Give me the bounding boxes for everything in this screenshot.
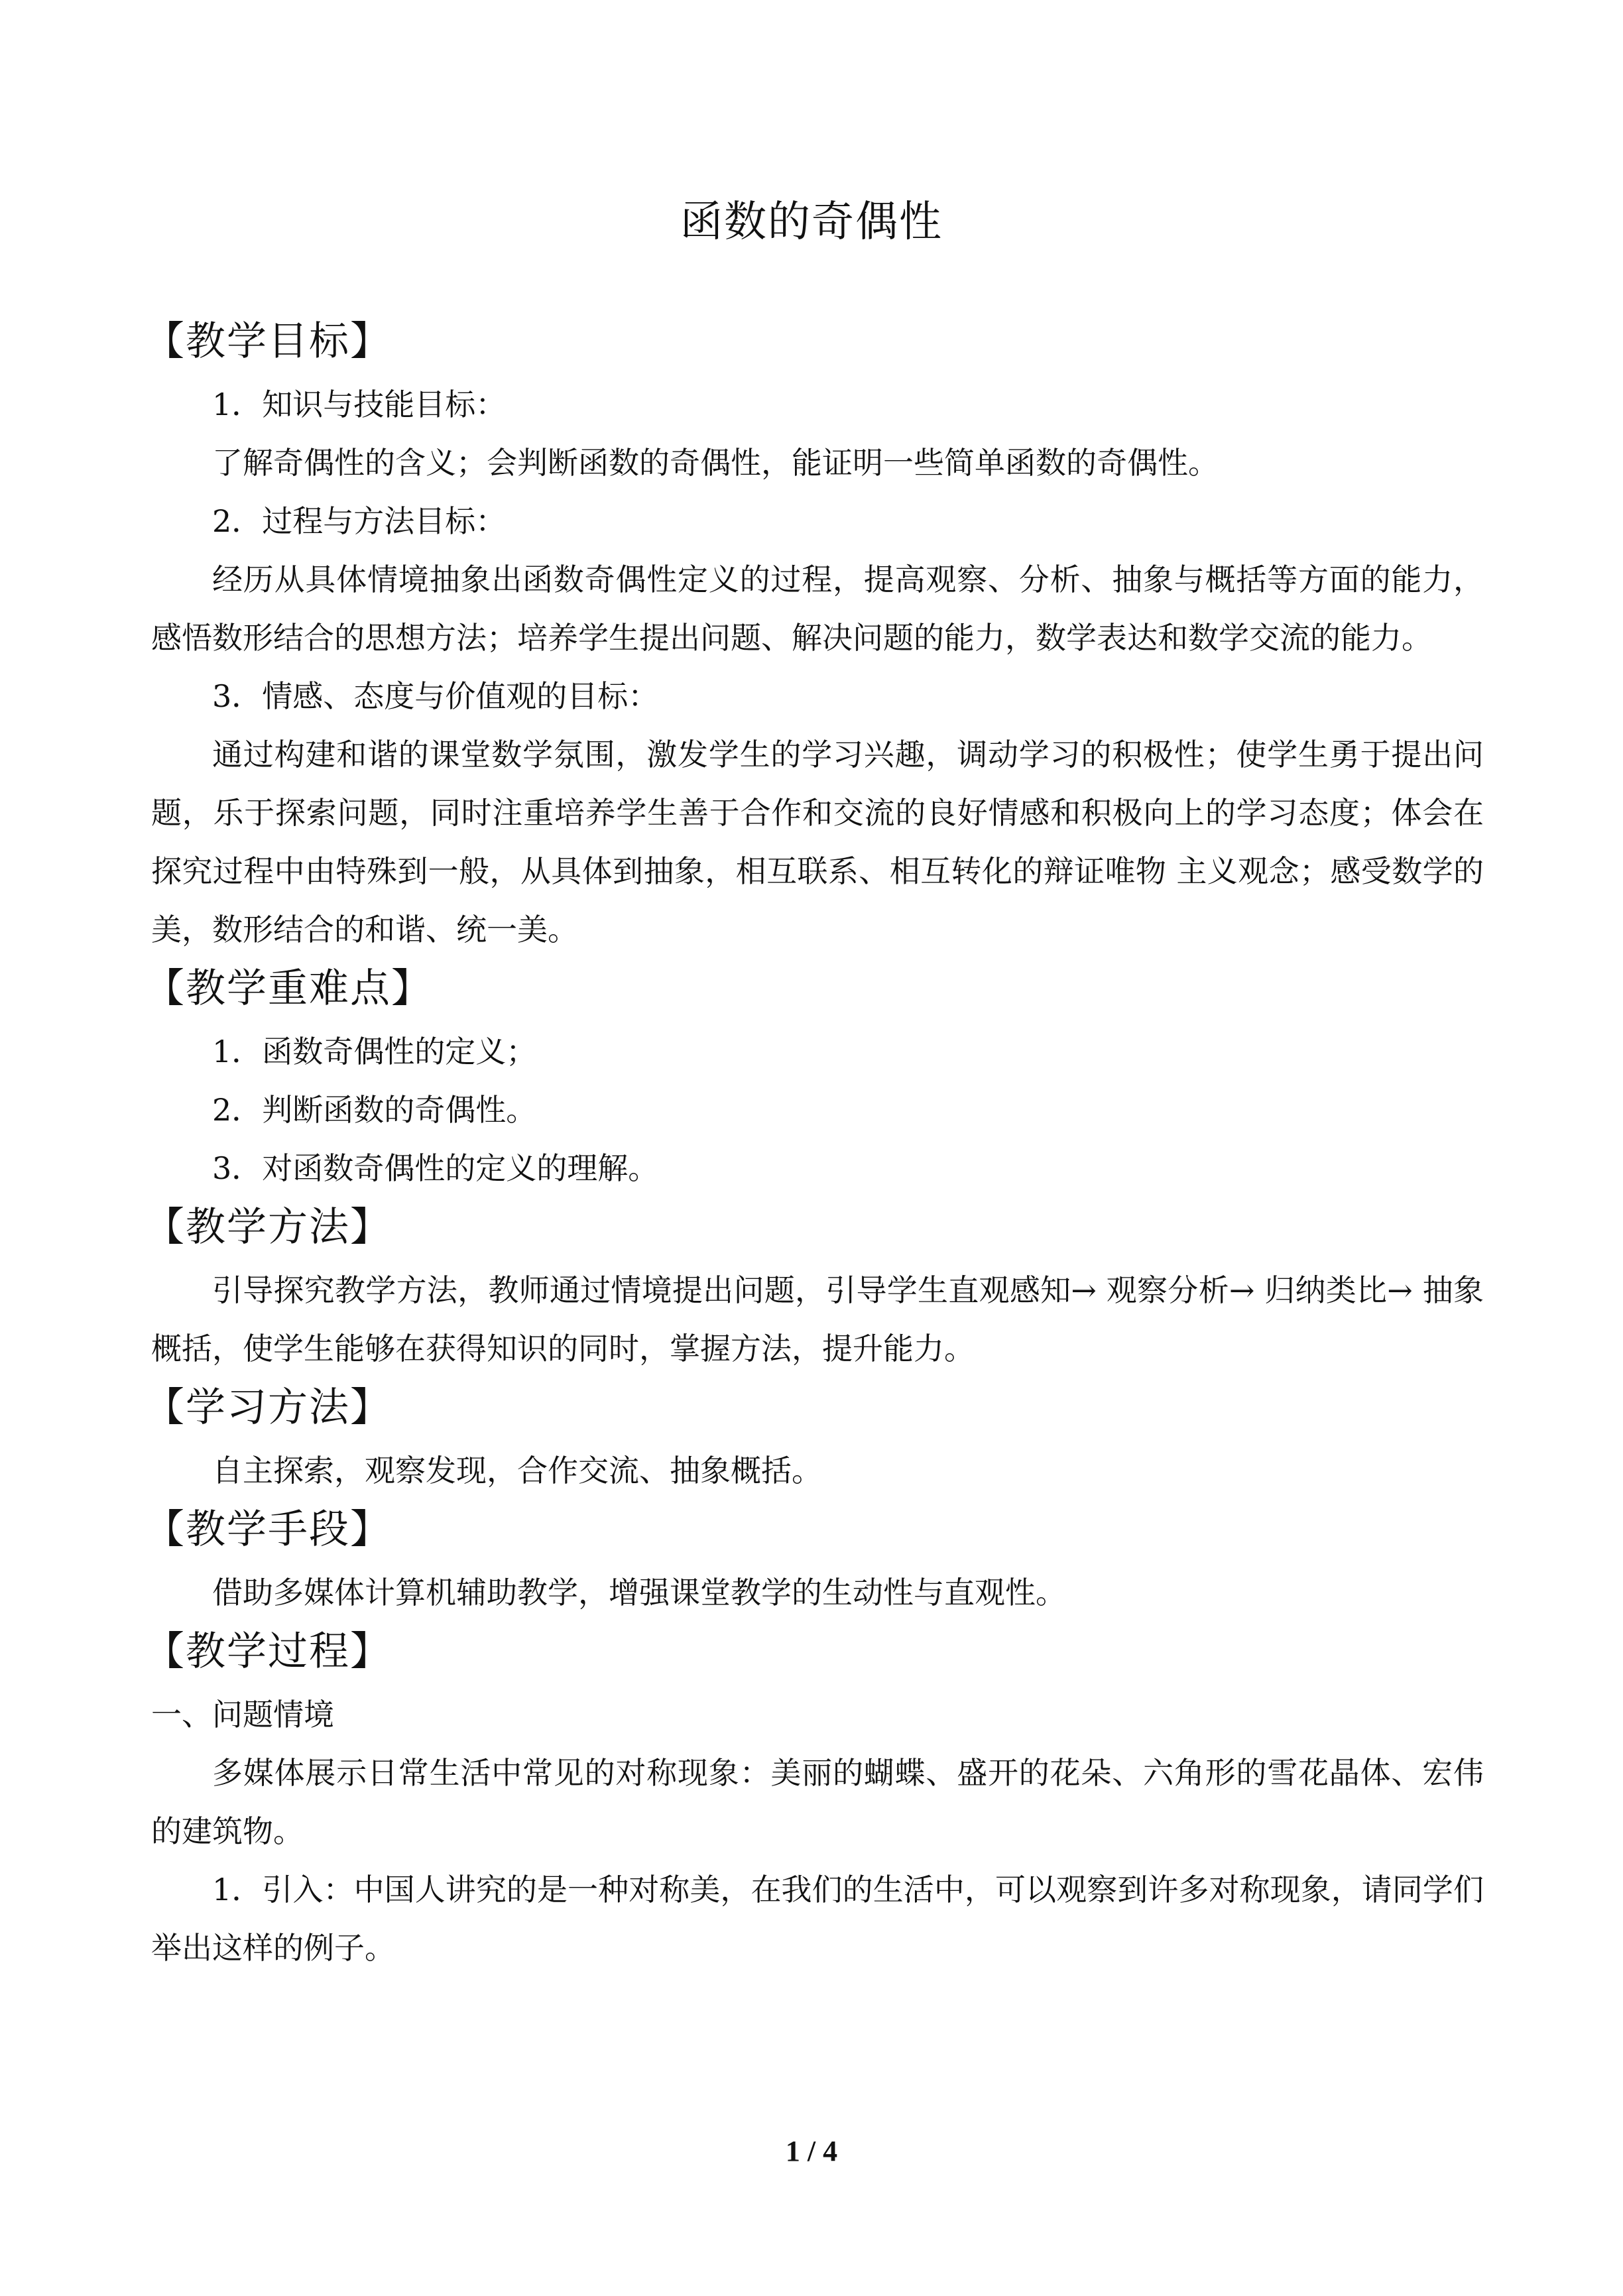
key-point-1: 1．函数奇偶性的定义； (212, 1034, 537, 1069)
objective-1-label: 1．知识与技能目标： (212, 387, 507, 422)
objective-3-text: 通过构建和谐的课堂数学氛围，激发学生的学习兴趣，调动学习的积极性；使学生勇于提出问题，乐于探索问题，同时注重培养学生善于合作和交流的良好情感和积极向上的学习态度；体会在探究过程中由特殊到一般，从具体到抽象，相互联系、相互转化的辩证唯物 主义观念；感受数学的美，数形结合的和谐、统一美。 (151, 737, 1484, 947)
teaching-method-text: 引导探究教学方法，教师通过情境提出问题，引导学生直观感知→ 观察分析→ 归纳类比→ 抽象概括，使学生能够在获得知识的同时，掌握方法，提升能力。 (151, 1272, 1484, 1366)
section-heading-process: 【教学过程】 (145, 1628, 391, 1675)
objective-1-text: 了解奇偶性的含义；会判断函数的奇偶性，能证明一些简单函数的奇偶性。 (212, 445, 1219, 481)
section-heading-objectives: 【教学目标】 (145, 318, 391, 365)
document-title: 函数的奇偶性 (680, 198, 943, 247)
section-heading-learning-method: 【学习方法】 (145, 1384, 391, 1431)
section-heading-teaching-method: 【教学方法】 (145, 1204, 391, 1250)
objective-2-text: 经历从具体情境抽象出函数奇偶性定义的过程，提高观察、分析、抽象与概括等方面的能力，感悟数形结合的思想方法；培养学生提出问题、解决问题的能力，数学表达和数学交流的能力。 (151, 562, 1484, 656)
learning-method-text: 自主探索，观察发现，合作交流、抽象概括。 (212, 1453, 822, 1488)
document-body (145, 312, 1484, 1977)
key-point-3: 3．对函数奇偶性的定义的理解。 (212, 1150, 659, 1186)
process-paragraph-2: 1．引入：中国人讲究的是一种对称美，在我们的生活中，可以观察到许多对称现象，请同学们举出这样的例子。 (151, 1872, 1484, 1966)
objective-3-label: 3．情感、态度与价值观的目标： (212, 678, 659, 714)
process-subheading: 一、问题情境 (151, 1697, 334, 1732)
section-heading-key-points: 【教学重难点】 (145, 965, 432, 1012)
teaching-means-text: 借助多媒体计算机辅助教学，增强课堂教学的生动性与直观性。 (212, 1575, 1066, 1610)
key-point-2: 2．判断函数的奇偶性。 (212, 1092, 537, 1128)
objective-2-label: 2．过程与方法目标： (212, 503, 507, 539)
section-heading-teaching-means: 【教学手段】 (145, 1506, 391, 1553)
page-number: 1 / 4 (785, 2135, 838, 2167)
process-paragraph-1: 多媒体展示日常生活中常见的对称现象：美丽的蝴蝶、盛开的花朵、六角形的雪花晶体、宏伟的建筑物。 (151, 1755, 1484, 1849)
